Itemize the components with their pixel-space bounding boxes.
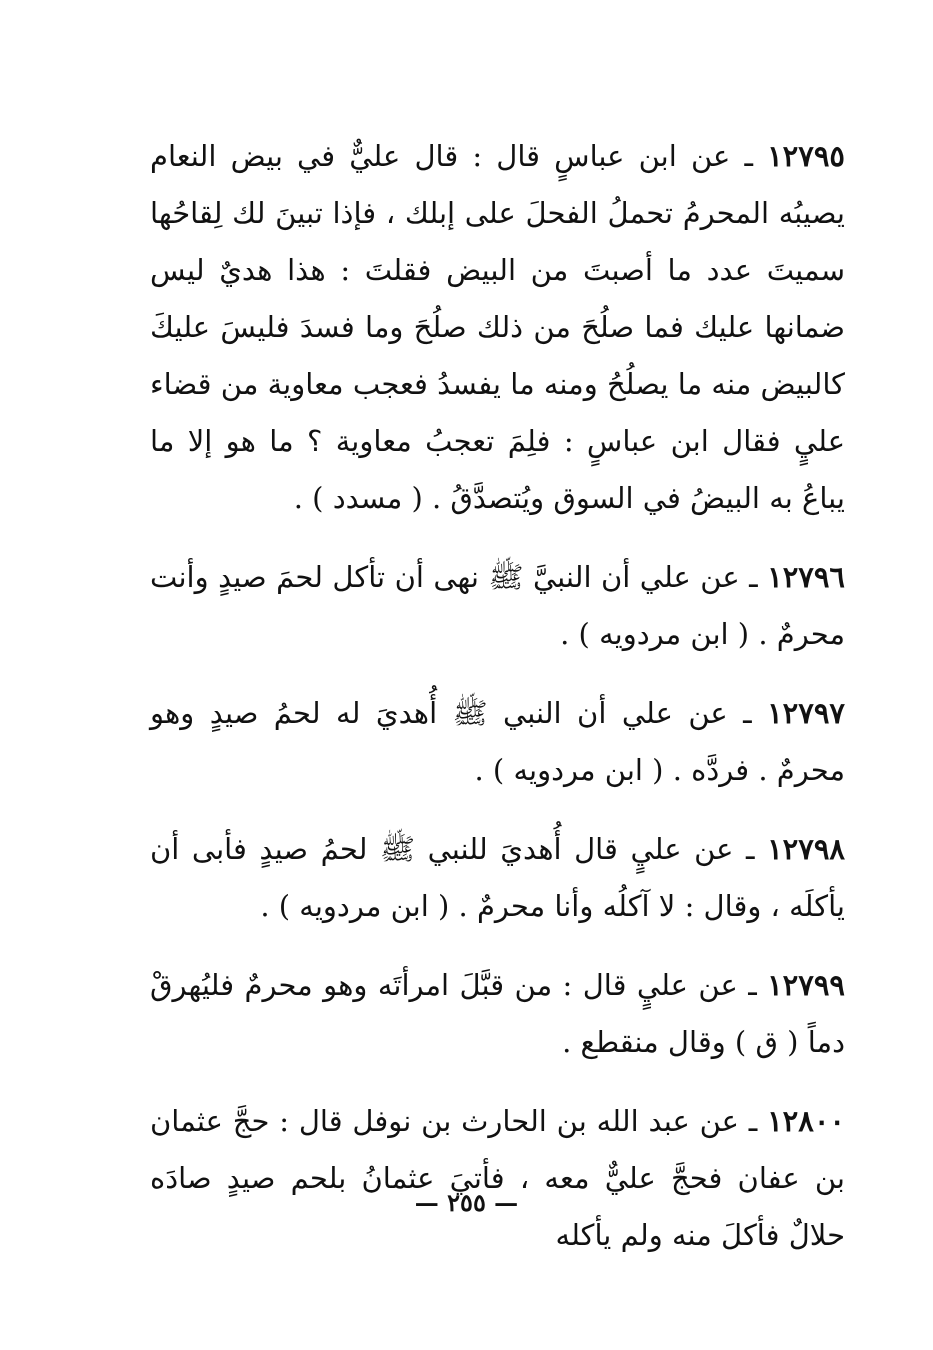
hadith-entry-12798 <box>150 821 845 935</box>
entry-text: ـ عن عبد الله بن الحارث بن نوفل قال : حجَّ عثمان بن عفان فحجَّ عليٌّ معه ، فأتيَ عثمانُ بلحم صيدٍ صادَه حلالٌ فأكلَ منه ولم يأكله <box>150 1104 845 1252</box>
entry-number: ١٢٧٩٩ <box>767 968 845 1002</box>
hadith-entry-12799 <box>150 957 845 1071</box>
entry-text: ـ عن ابن عباسٍ قال : قال عليٌّ في بيض النعام يصيبُه المحرمُ تحملُ الفحلَ على إبلك ، فإذا تبينَ لك لِقاحُها سميتَ عدد ما أصبتَ من البيض فقلتَ : هذا هديٌ ليس ضمانها عليك فما صلُحَ من ذلك صلُحَ وما فسدَ فليسَ عليكَ كالبيض منه ما يصلُحُ ومنه ما يفسدُ فعجب معاوية من قضاء عليٍ فقال ابن عباسٍ : فلِمَ تعجبُ معاوية ؟ ما هو إلا ما يباعُ به البيضُ في السوق ويُتصدَّقُ . ( مسدد ) . <box>150 139 845 515</box>
hadith-entry-12796 <box>150 549 845 663</box>
entry-number: ١٢٨٠٠ <box>767 1104 845 1138</box>
entry-text: ـ عن علي أن النبي ﷺ أُهديَ له لحمُ صيدٍ وهو محرمٌ . فردَّه . ( ابن مردويه ) . <box>150 696 845 787</box>
entry-number: ١٢٧٩٦ <box>767 560 846 594</box>
entry-number: ١٢٧٩٥ <box>767 139 845 173</box>
entry-number: ١٢٧٩٧ <box>767 696 845 730</box>
hadith-entry-12795 <box>150 128 845 527</box>
hadith-entry-12800 <box>150 1093 845 1264</box>
page-number: — ٢٥٥ — <box>414 1188 519 1217</box>
hadith-entry-12797 <box>150 685 845 799</box>
entry-number: ١٢٧٩٨ <box>767 832 845 866</box>
entry-text: ـ عن عليٍ قال أُهديَ للنبي ﷺ لحمُ صيدٍ فأبى أن يأكلَه ، وقال : لا آكلُه وأنا محرمٌ . ( ابن مردويه ) . <box>150 832 845 923</box>
page-body <box>150 128 845 1286</box>
entry-text: ـ عن علي أن النبيَّ ﷺ نهى أن تأكل لحمَ صيدٍ وأنت محرمٌ . ( ابن مردويه ) . <box>150 560 845 651</box>
entry-text: ـ عن عليٍ قال : من قبَّلَ امرأتَه وهو محرمٌ فليُهرقْ دماً ( ق ) وقال منقطع . <box>150 968 845 1059</box>
